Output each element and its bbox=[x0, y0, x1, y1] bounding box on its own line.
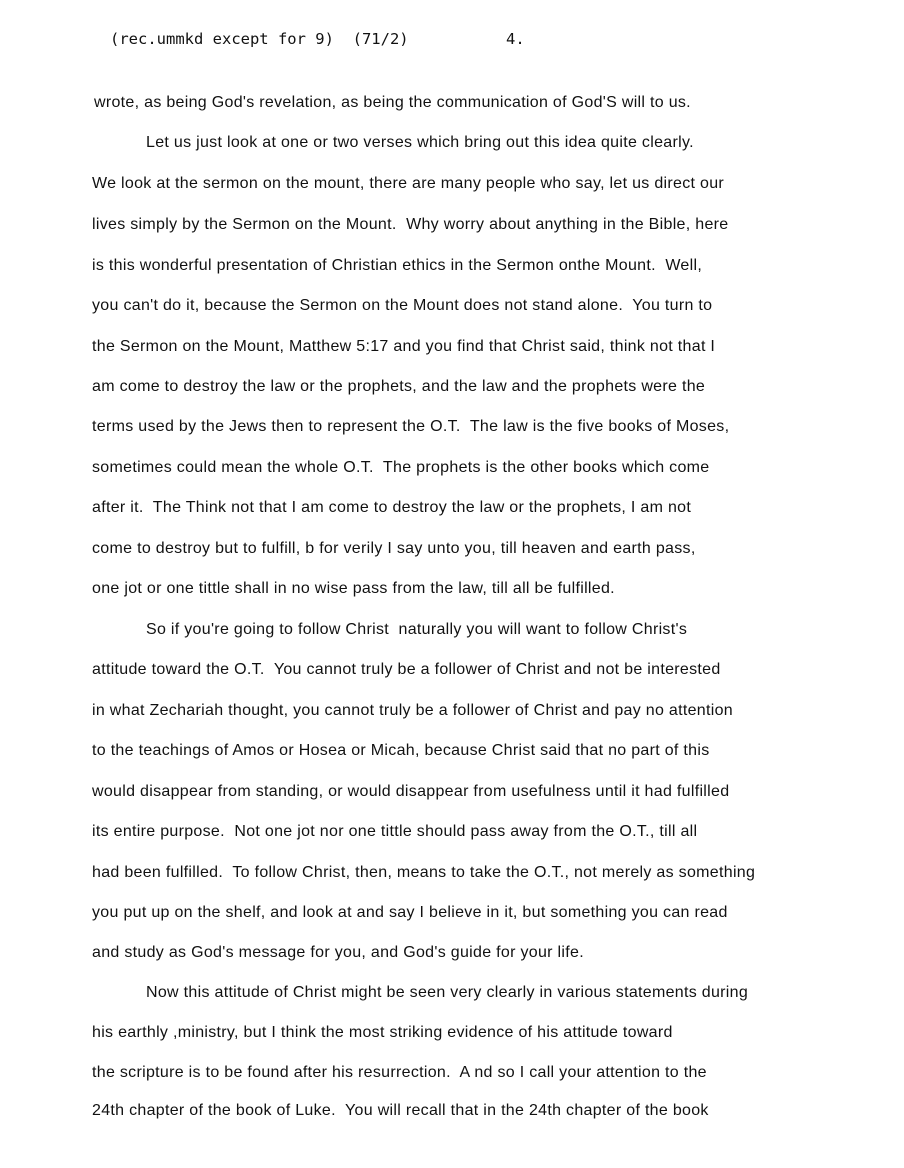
text-line: am come to destroy the law or the prophets, and the law and the prophets were the bbox=[92, 378, 706, 395]
text-line: its entire purpose. Not one jot nor one tittle should pass away from the O.T., till all bbox=[92, 823, 698, 840]
text-line: sometimes could mean the whole O.T. The prophets is the other books which come bbox=[92, 459, 710, 476]
text-line: to the teachings of Amos or Hosea or Micah, because Christ said that no part of this bbox=[92, 742, 710, 759]
text-line: one jot or one tittle shall in no wise pass from the law, till all be fulfilled. bbox=[92, 580, 615, 597]
text-line: lives simply by the Sermon on the Mount. Why worry about anything in the Bible, here bbox=[92, 216, 729, 233]
page-header: (rec.ummkd except for 9) (71/2) bbox=[110, 30, 409, 48]
page-number: 4. bbox=[506, 30, 525, 48]
text-line: his earthly ,ministry, but I think the most striking evidence of his attitude toward bbox=[92, 1024, 673, 1041]
text-line: and study as God's message for you, and God's guide for your life. bbox=[92, 944, 584, 961]
text-line: had been fulfilled. To follow Christ, then, means to take the O.T., not merely as something bbox=[92, 864, 756, 881]
text-line: We look at the sermon on the mount, there are many people who say, let us direct our bbox=[92, 175, 725, 192]
text-line: you can't do it, because the Sermon on the Mount does not stand alone. You turn to bbox=[92, 297, 713, 314]
text-line: the scripture is to be found after his resurrection. A nd so I call your attention to the bbox=[92, 1064, 707, 1081]
text-line: after it. The Think not that I am come to destroy the law or the prophets, I am not bbox=[92, 499, 692, 516]
text-line: the Sermon on the Mount, Matthew 5:17 and you find that Christ said, think not that I bbox=[92, 338, 716, 355]
text-line: wrote, as being God's revelation, as being the communication of God'S will to us. bbox=[94, 94, 691, 111]
text-line: would disappear from standing, or would disappear from usefulness until it had fulfilled bbox=[92, 783, 730, 800]
text-line: 24th chapter of the book of Luke. You will recall that in the 24th chapter of the book bbox=[92, 1102, 709, 1119]
text-line: come to destroy but to fulfill, b for verily I say unto you, till heaven and earth pass, bbox=[92, 540, 696, 557]
text-line: Now this attitude of Christ might be seen very clearly in various statements during bbox=[146, 984, 749, 1001]
text-line: you put up on the shelf, and look at and say I believe in it, but something you can read bbox=[92, 904, 728, 921]
text-line: Let us just look at one or two verses which bring out this idea quite clearly. bbox=[146, 134, 694, 151]
text-line: in what Zechariah thought, you cannot truly be a follower of Christ and pay no attention bbox=[92, 702, 733, 719]
text-line: So if you're going to follow Christ naturally you will want to follow Christ's bbox=[146, 621, 688, 638]
text-line: is this wonderful presentation of Christian ethics in the Sermon onthe Mount. Well, bbox=[92, 257, 703, 274]
text-line: attitude toward the O.T. You cannot truly be a follower of Christ and not be interested bbox=[92, 661, 721, 678]
text-line: terms used by the Jews then to represent the O.T. The law is the five books of Moses, bbox=[92, 418, 730, 435]
